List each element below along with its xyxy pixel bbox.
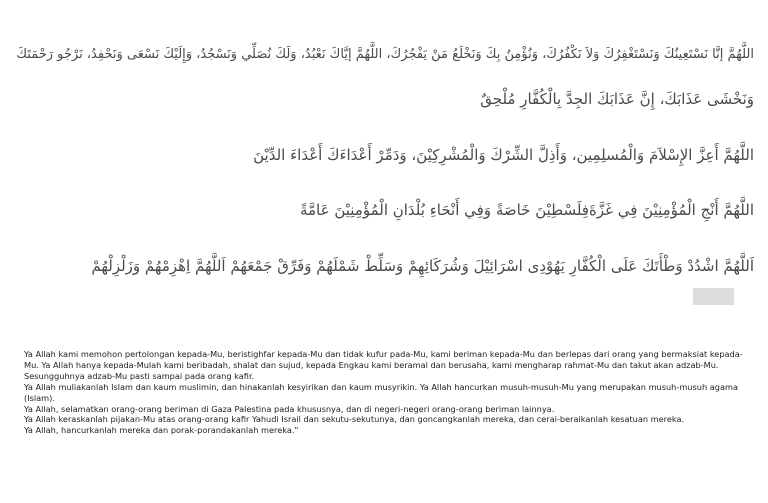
translation-paragraph-4: Ya Allah keraskanlah pijakan-Mu atas orang-orang kafir Yahudi Israil dan sekutu-sekutunya, dan goncangkanlah mereka, dan cerai-beraikanlah kesatuan mereka. xyxy=(24,414,685,425)
translation-paragraph-2: Ya Allah muliakanlah Islam dan kaum muslimin, dan hinakanlah kesyirikan dan kaum musyrikin. Ya Allah hancurkan musuh-musuh-Mu yang merupakan musuh-musuh agama (Islam). xyxy=(24,381,738,403)
arabic-line-4: اللَّهُمَّ أَنْجِ الْمُؤْمِنِيْنَ فِي غَزَّةَفِلَسْطِيْنَ خَاصَةً وَفِي أَنْحَاءِ بُلْدَانِ الْمُؤْمِنِيْنَ عَامَّةً xyxy=(299,201,754,219)
arabic-line-1: اللَّهُمَّ إنَّا نَسْتَعِينُكَ وَنَسْتَغْفِرُكَ وَلاَ نَكْفُرُكَ، وَنُؤْمِنُ بِكَ وَنَخْلَعُ مَنْ يَفْجُرُكَ، اللَّهُمَّ إيَّاكَ نَعْبُدُ، وَلَكَ نُصَلِّي وَنَسْجُدُ، وَإِلَيْكَ نَسْعَى وَنَحْفِدُ، نَرْجُو رَحْمَتَكَ xyxy=(16,47,754,62)
arabic-line-5: اَللَّهُمَّ اشْدُدْ وَطْأَتَكَ عَلَى الْكُفَّارِ يَهُوْدِى اسْرَائِيْلَ وَشُرَكَائِهِمْ وَسَلِّطْ شَمْلَهُمْ وَفَرِّقْ جَمْعَهُمْ اَللَّهُمَّ اِهْزِمْهُمْ وَزَلْزِلْهُمْ xyxy=(91,257,754,275)
arabic-line-2: وَنَخْشَى عَذَابَكَ، إِنَّ عَذَابَكَ الجِدَّ بِالْكُفَّارِ مُلْحِقٌ xyxy=(480,90,754,108)
translation-text xyxy=(24,349,744,436)
translation-paragraph-5: Ya Allah, hancurkanlah mereka dan porak-porandakanlah mereka." xyxy=(24,425,299,436)
translation-paragraph-3: Ya Allah, selamatkan orang-orang beriman di Gaza Palestina pada khususnya, dan di negeri-negeri orang-orang beriman lainnya. xyxy=(24,403,555,414)
translation-paragraph-1: Ya Allah kami memohon pertolongan kepada-Mu, beristighfar kepada-Mu dan tidak kufur pada-Mu, kami beriman kepada-Mu dan berlepas dari orang yang bermaksiat kepada-Mu. Ya Allah hanya kepada-Mulah kami beribadah, shalat dan sujud, kepada Engkau kami beramal dan berusaha, kami mengharap rahmat-Mu dan takut akan adzab-Mu. Sesungguhnya adzab-Mu pasti sampai pada orang kafir. xyxy=(24,349,743,381)
arabic-line-3: اللَّهُمَّ أَعِزَّ الإِسْلاَمَ وَالْمُسلِمِين، وَأَذِلَّ الشِّرْكَ وَالْمُشْرِكِيْنَ، وَدَمِّرْ أَعْدَاءَكَ أَعْدَاءَ الدِّيْنَ xyxy=(253,146,754,164)
gray-highlight-block xyxy=(693,288,734,305)
